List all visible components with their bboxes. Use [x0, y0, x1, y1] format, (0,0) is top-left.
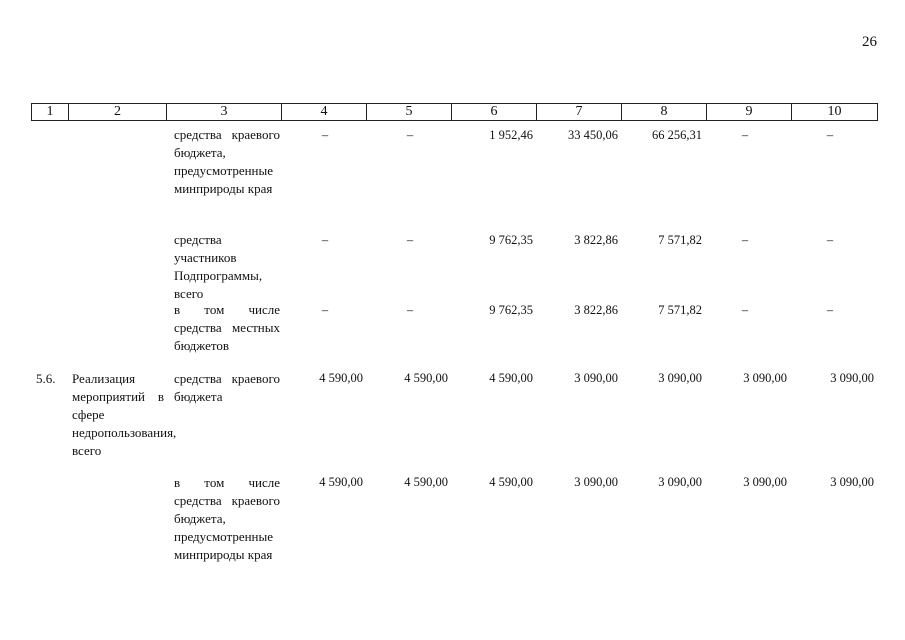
value-col-9: 3 090,00	[743, 475, 787, 489]
header-col-2: 2	[69, 104, 167, 121]
value-col-10: –	[826, 303, 834, 317]
header-row	[32, 104, 878, 121]
value-col-4: 4 590,00	[319, 475, 363, 489]
value-col-4: –	[321, 233, 329, 247]
header-col-8: 8	[622, 104, 707, 121]
value-col-7: 3 822,86	[574, 233, 618, 247]
value-col-10: 3 090,00	[830, 475, 874, 489]
event-name: Реализация мероприятий в сфере недропользования, всего	[72, 371, 177, 458]
value-col-8: 66 256,31	[652, 128, 702, 142]
header-col-10: 10	[792, 104, 878, 121]
funding-source-label: в том числе средства местных бюджетов	[174, 302, 280, 353]
funding-source-label: средства участников Подпрограммы, всего	[174, 232, 263, 301]
value-col-5: 4 590,00	[404, 475, 448, 489]
value-col-9: –	[741, 303, 749, 317]
header-col-9: 9	[707, 104, 792, 121]
column-number-header	[31, 103, 878, 121]
header-col-5: 5	[367, 104, 452, 121]
value-col-8: 3 090,00	[658, 371, 702, 385]
value-col-10: –	[826, 128, 834, 142]
value-col-5: –	[406, 233, 414, 247]
funding-source-label: средства краевого бюджета, предусмотренные минприроды края	[174, 127, 280, 196]
value-col-4: 4 590,00	[319, 371, 363, 385]
value-col-6: 4 590,00	[489, 371, 533, 385]
value-col-6: 4 590,00	[489, 475, 533, 489]
value-col-5: –	[406, 303, 414, 317]
value-col-9: –	[741, 233, 749, 247]
value-col-7: 3 090,00	[574, 371, 618, 385]
value-col-5: 4 590,00	[404, 371, 448, 385]
page-number: 26	[862, 34, 877, 50]
value-col-6: 9 762,35	[489, 303, 533, 317]
value-col-6: 1 952,46	[489, 128, 533, 142]
value-col-7: 3 090,00	[574, 475, 618, 489]
value-col-7: 3 822,86	[574, 303, 618, 317]
value-col-5: –	[406, 128, 414, 142]
header-col-1: 1	[32, 104, 69, 121]
value-col-8: 7 571,82	[658, 303, 702, 317]
header-col-6: 6	[452, 104, 537, 121]
header-col-7: 7	[537, 104, 622, 121]
funding-source-label: в том числе средства краевого бюджета, предусмотренные минприроды края	[174, 475, 280, 562]
value-col-9: 3 090,00	[743, 371, 787, 385]
value-col-4: –	[321, 128, 329, 142]
value-col-10: 3 090,00	[830, 371, 874, 385]
item-number: 5.6.	[36, 371, 56, 386]
value-col-8: 3 090,00	[658, 475, 702, 489]
value-col-8: 7 571,82	[658, 233, 702, 247]
value-col-6: 9 762,35	[489, 233, 533, 247]
header-col-4: 4	[282, 104, 367, 121]
funding-source-label: средства краевого бюджета	[174, 371, 280, 404]
value-col-7: 33 450,06	[568, 128, 618, 142]
value-col-10: –	[826, 233, 834, 247]
value-col-4: –	[321, 303, 329, 317]
value-col-9: –	[741, 128, 749, 142]
header-col-3: 3	[167, 104, 282, 121]
